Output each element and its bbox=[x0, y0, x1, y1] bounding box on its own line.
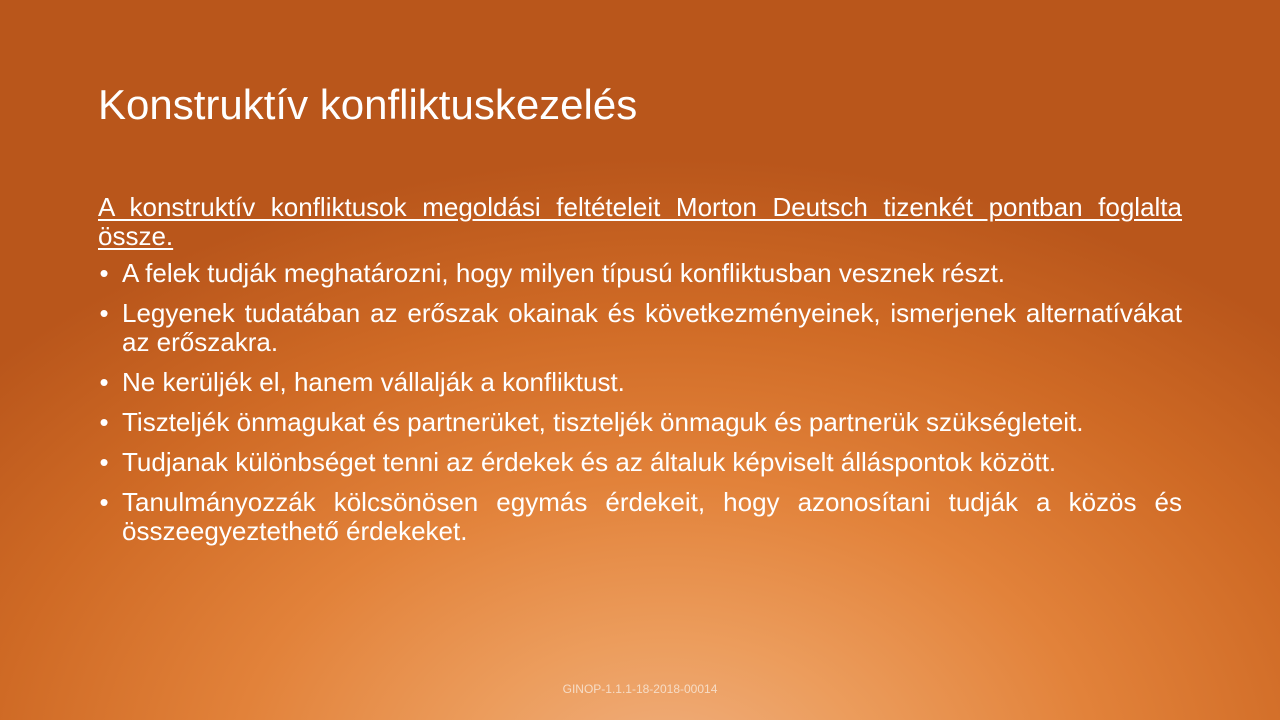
bullet-text: Tanulmányozzák kölcsönösen egymás érdekeit, hogy azonosítani tudják a közös és összeegyeztethető érdekeket. bbox=[122, 487, 1182, 546]
slide-body bbox=[98, 193, 1182, 557]
bullet-text: Tudjanak különbséget tenni az érdekek és az általuk képviselt álláspontok között. bbox=[122, 447, 1057, 477]
bullet-text: A felek tudják meghatározni, hogy milyen típusú konfliktusban vesznek részt. bbox=[122, 258, 1006, 288]
bullet-list bbox=[98, 259, 1182, 546]
bullet-item bbox=[98, 368, 1182, 397]
bullet-item bbox=[98, 448, 1182, 477]
bullet-icon: • bbox=[99, 407, 109, 437]
bullet-item bbox=[98, 488, 1182, 546]
bullet-icon: • bbox=[99, 298, 109, 328]
bullet-icon: • bbox=[99, 367, 109, 397]
bullet-item bbox=[98, 299, 1182, 357]
bullet-icon: • bbox=[99, 447, 109, 477]
bullet-text: Legyenek tudatában az erőszak okainak és következményeinek, ismerjenek alternatívákat az erőszakra. bbox=[122, 298, 1182, 357]
footer-project-code: GINOP-1.1.1-18-2018-00014 bbox=[562, 682, 718, 696]
bullet-item bbox=[98, 408, 1182, 437]
bullet-item bbox=[98, 259, 1182, 288]
bullet-text: Ne kerüljék el, hanem vállalják a konfliktust. bbox=[122, 367, 625, 397]
slide-title: Konstruktív konfliktuskezelés bbox=[98, 81, 638, 128]
bullet-text: Tiszteljék önmagukat és partnerüket, tiszteljék önmaguk és partnerük szükségleteit. bbox=[122, 407, 1084, 437]
bullet-icon: • bbox=[99, 258, 109, 288]
bullet-icon: • bbox=[99, 487, 109, 517]
intro-text: A konstruktív konfliktusok megoldási feltételeit Morton Deutsch tizenkét pontban foglalta össze. bbox=[98, 192, 1182, 251]
